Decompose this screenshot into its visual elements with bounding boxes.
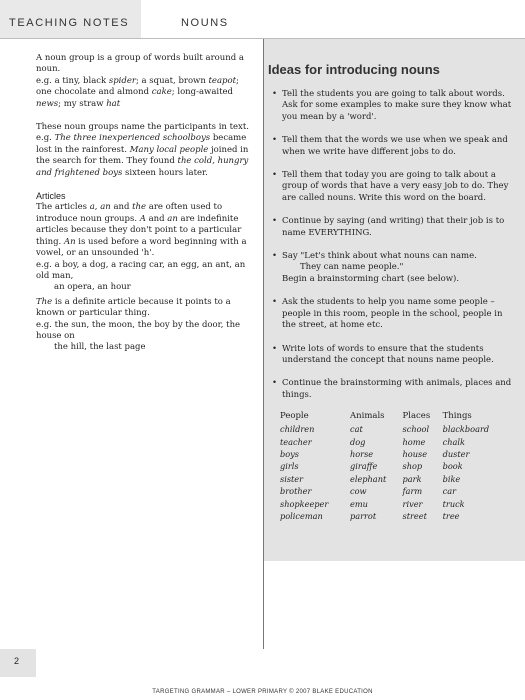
panel-title: Ideas for introducing nouns xyxy=(268,62,440,77)
table-row xyxy=(280,510,510,522)
table-row xyxy=(280,448,510,460)
table-row xyxy=(280,460,510,472)
table-cell: tree xyxy=(442,510,460,521)
table-row xyxy=(280,423,510,435)
text: sixteen hours later. xyxy=(122,167,208,178)
text: is a definite article because it points to a known or particular thing. xyxy=(36,296,231,319)
bullet-icon: • xyxy=(272,89,278,99)
text: became lost in the rainforest. xyxy=(36,133,247,155)
table-cell: park xyxy=(402,473,422,484)
indefinite-examples xyxy=(36,260,254,294)
list-item xyxy=(268,89,518,123)
table-cell: giraffe xyxy=(349,461,378,472)
noun-group-definition xyxy=(36,53,254,110)
participants-paragraph xyxy=(36,122,254,179)
table-cell: shop xyxy=(402,461,423,472)
bullet-icon: • xyxy=(272,343,278,354)
text: the hill, the last page xyxy=(54,342,146,353)
table-cell: cat xyxy=(349,424,363,435)
item-text: Continue the brainstorming with animals, places and things. xyxy=(282,378,512,400)
table-cell: sister xyxy=(280,473,304,484)
example-noun-group: Many local people xyxy=(129,144,209,155)
article-word: an xyxy=(100,202,111,213)
text: joined in the search for them. They found xyxy=(36,144,249,167)
header-title: TEACHING NOTES xyxy=(9,17,130,29)
page-number: 2 xyxy=(14,656,20,666)
item-text: Tell them that today you are going to talk about a group of words that have a very easy job to do. They are called nouns. Write this word on the board. xyxy=(282,170,509,203)
list-item xyxy=(268,251,518,285)
table-cell: duster xyxy=(442,448,470,459)
bullet-icon: • xyxy=(272,378,278,389)
table-cell: shopkeeper xyxy=(280,498,329,509)
bullet-icon: • xyxy=(272,135,278,146)
table-cell: street xyxy=(402,510,427,521)
text: , xyxy=(94,202,101,213)
text: e.g. xyxy=(36,133,55,144)
definite-examples xyxy=(36,320,254,354)
term-noun-group: noun group xyxy=(44,53,95,63)
table-cell: boys xyxy=(280,448,299,459)
table-cell: blackboard xyxy=(442,424,490,435)
article-word: a xyxy=(89,202,95,213)
table-cell: house xyxy=(402,448,428,459)
table-header-row xyxy=(280,411,510,423)
articles-heading: Articles xyxy=(36,191,66,202)
item-text: Begin a brainstorming chart (see below). xyxy=(282,273,460,284)
article-word: An xyxy=(63,236,76,247)
table-row xyxy=(280,498,510,510)
table-cell: parrot xyxy=(349,510,377,521)
text: A xyxy=(36,53,45,63)
column-header: People xyxy=(280,411,309,422)
table-cell: horse xyxy=(349,448,374,459)
text: an opera, an hour xyxy=(54,282,131,293)
column-header: Animals xyxy=(349,411,385,422)
table-row xyxy=(280,485,510,497)
item-text: Continue by saying (and writing) that their job is to name EVERYTHING. xyxy=(282,216,505,238)
table-cell: bike xyxy=(442,473,461,484)
table-row xyxy=(280,473,510,485)
text: and xyxy=(110,202,133,213)
text: e.g. a tiny, black xyxy=(36,75,109,86)
column-header: Things xyxy=(442,411,472,422)
text: ; long-awaited xyxy=(171,87,233,98)
text: ; one chocolate and almond xyxy=(36,75,239,98)
article-word: an xyxy=(167,213,178,224)
text: These noun groups name the participants in text. xyxy=(36,122,249,133)
text: The articles xyxy=(36,202,90,213)
item-text: They can name people." xyxy=(300,262,404,273)
table-cell: brother xyxy=(280,486,312,497)
table-cell: school xyxy=(402,424,430,435)
table-cell: elephant xyxy=(349,473,387,484)
table-cell: cow xyxy=(349,486,367,497)
bullet-icon: • xyxy=(272,170,278,181)
left-column xyxy=(36,53,254,354)
example-noun: hat xyxy=(106,98,121,109)
list-item xyxy=(268,170,518,204)
list-item xyxy=(268,344,518,367)
table-cell: truck xyxy=(442,498,465,509)
table-cell: river xyxy=(402,498,423,509)
text: e.g. the sun, the moon, the boy by the door, the house on xyxy=(36,319,241,341)
ideas-panel xyxy=(268,62,518,522)
table-cell: car xyxy=(442,486,456,497)
text: are indefinite articles because they don't point to a particular thing. xyxy=(36,213,242,247)
table-cell: home xyxy=(402,436,426,447)
text: and xyxy=(145,213,168,224)
list-item xyxy=(268,297,518,331)
example-noun-group: The three inexperienced schoolboys xyxy=(54,133,211,144)
example-noun: cake xyxy=(151,87,172,98)
text: are often used to introduce noun groups. xyxy=(36,202,223,224)
item-text: Say "Let's think about what nouns can name. xyxy=(282,251,477,262)
item-text: Ask the students to help you name some people – people in this room, people in the school, people in the street, at home etc. xyxy=(282,297,503,331)
table-cell: farm xyxy=(402,486,423,497)
text: e.g. a boy, a dog, a racing car, an egg, an ant, an old man, xyxy=(36,259,246,281)
table-cell: children xyxy=(280,424,315,435)
table-cell: girls xyxy=(280,461,299,472)
text: is used before a word beginning with a vowel, or an unsounded 'h'. xyxy=(36,236,247,259)
column-divider xyxy=(263,39,264,649)
table-cell: policeman xyxy=(280,510,323,521)
bullet-icon: • xyxy=(272,216,278,227)
table-cell: dog xyxy=(349,436,366,447)
article-word: the xyxy=(132,202,147,213)
table-cell: book xyxy=(442,461,463,472)
table-cell: emu xyxy=(349,498,368,509)
article-word: A xyxy=(139,213,146,224)
definite-article-paragraph xyxy=(36,297,254,320)
ideas-list xyxy=(268,89,518,401)
item-text: Write lots of words to ensure that the students understand the concept that nouns name people. xyxy=(282,343,494,365)
example-noun: news xyxy=(36,98,59,109)
item-text: Tell them that the words we use when we speak and when we write have different jobs to do. xyxy=(282,135,508,157)
example-noun: spider xyxy=(108,75,136,86)
text: ; my straw xyxy=(58,98,107,109)
example-noun: teapot xyxy=(208,75,237,86)
bullet-icon: • xyxy=(272,297,278,308)
list-item xyxy=(268,378,518,401)
example-noun-group: the cold, hungry and frightened boys xyxy=(36,156,249,178)
bullet-icon: • xyxy=(272,251,278,262)
article-word: The xyxy=(36,296,53,307)
text: is a group of words built around a noun. xyxy=(36,53,244,75)
list-item xyxy=(268,216,518,239)
table-cell: chalk xyxy=(442,436,465,447)
page-footer: TARGETING GRAMMAR – LOWER PRIMARY © 2007 BLAKE EDUCATION xyxy=(152,689,373,695)
brainstorming-chart xyxy=(280,411,510,522)
text: ; a squat, brown xyxy=(135,75,209,86)
table-cell: teacher xyxy=(280,436,312,447)
item-text: Tell the students you are going to talk about words. Ask for some examples to make sure they know what you mean by a 'word'. xyxy=(282,89,512,122)
column-header: Places xyxy=(402,411,431,422)
list-item xyxy=(268,135,518,158)
header-subtitle: NOUNS xyxy=(181,17,229,29)
indefinite-articles-paragraph xyxy=(36,202,254,259)
table-row xyxy=(280,436,510,448)
